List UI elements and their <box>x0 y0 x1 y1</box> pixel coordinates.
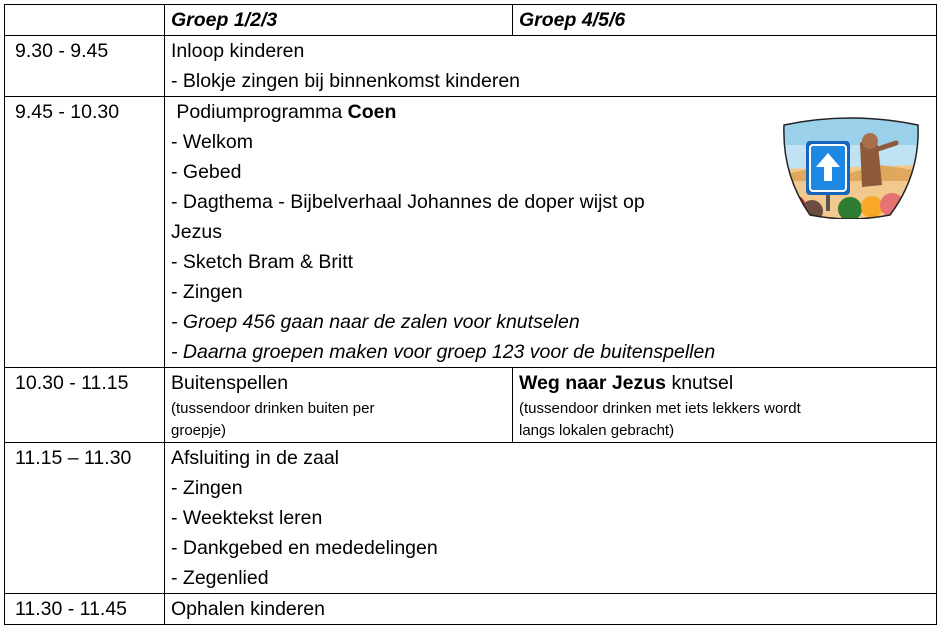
time-cell: 11.30 - 11.45 <box>5 594 165 625</box>
activity-line: - Sketch Bram & Britt <box>171 251 354 273</box>
header-row <box>5 5 937 36</box>
activity-line: Inloop kinderen <box>171 40 305 62</box>
activity-title: Buitenspellen <box>171 372 289 394</box>
activity-line: - Weektekst leren <box>171 507 323 529</box>
activity-cell <box>165 443 937 594</box>
activity-line: - Dankgebed en mededelingen <box>171 537 438 559</box>
activity-note: groepje) <box>171 422 227 439</box>
activity-note: (tussendoor drinken met iets lekkers wordt <box>519 400 801 417</box>
table-row <box>5 443 937 594</box>
john-the-baptist-illustration <box>780 115 922 219</box>
title-speaker: Coen <box>347 101 397 123</box>
header-group-4-5-6: Groep 4/5/6 <box>513 5 937 36</box>
activity-line: - Gebed <box>171 161 242 183</box>
activity-line: - Zingen <box>171 477 243 499</box>
activity-line: - Zegenlied <box>171 567 269 589</box>
table-row <box>5 36 937 97</box>
activity-title <box>519 368 930 398</box>
time-cell: 11.15 – 11.30 <box>5 443 165 594</box>
activity-line: Ophalen kinderen <box>171 598 325 620</box>
activity-line: - Welkom <box>171 131 253 153</box>
time-cell: 9.30 - 9.45 <box>5 36 165 97</box>
activity-cell <box>165 36 937 97</box>
title-bold: Weg naar Jezus <box>519 372 667 394</box>
table-row <box>5 594 937 625</box>
activity-line-italic: - Groep 456 gaan naar de zalen voor knutselen <box>171 311 580 333</box>
activity-note: (tussendoor drinken buiten per <box>171 400 375 417</box>
table-row <box>5 97 937 368</box>
activity-line: - Blokje zingen bij binnenkomst kinderen <box>171 70 521 92</box>
activity-cell <box>165 594 937 625</box>
title-prefix: Podiumprogramma <box>171 101 348 123</box>
schedule-table <box>4 4 937 625</box>
activity-note: langs lokalen gebracht) <box>519 422 675 439</box>
title-rest: knutsel <box>666 372 734 394</box>
group1-activity-cell <box>165 368 513 443</box>
time-cell: 9.45 - 10.30 <box>5 97 165 368</box>
table-row <box>5 368 937 443</box>
group2-activity-cell <box>513 368 937 443</box>
activity-line-italic: - Daarna groepen maken voor groep 123 voor de buitenspellen <box>171 341 716 363</box>
time-cell: 10.30 - 11.15 <box>5 368 165 443</box>
activity-cell <box>165 97 937 368</box>
header-group-1-2-3: Groep 1/2/3 <box>165 5 513 36</box>
activity-line: - Dagthema - Bijbelverhaal Johannes de doper wijst op <box>171 191 645 213</box>
activity-line: Jezus <box>171 221 222 243</box>
activity-line: - Zingen <box>171 281 243 303</box>
header-time-cell <box>5 5 165 36</box>
activity-line: Afsluiting in de zaal <box>171 447 340 469</box>
